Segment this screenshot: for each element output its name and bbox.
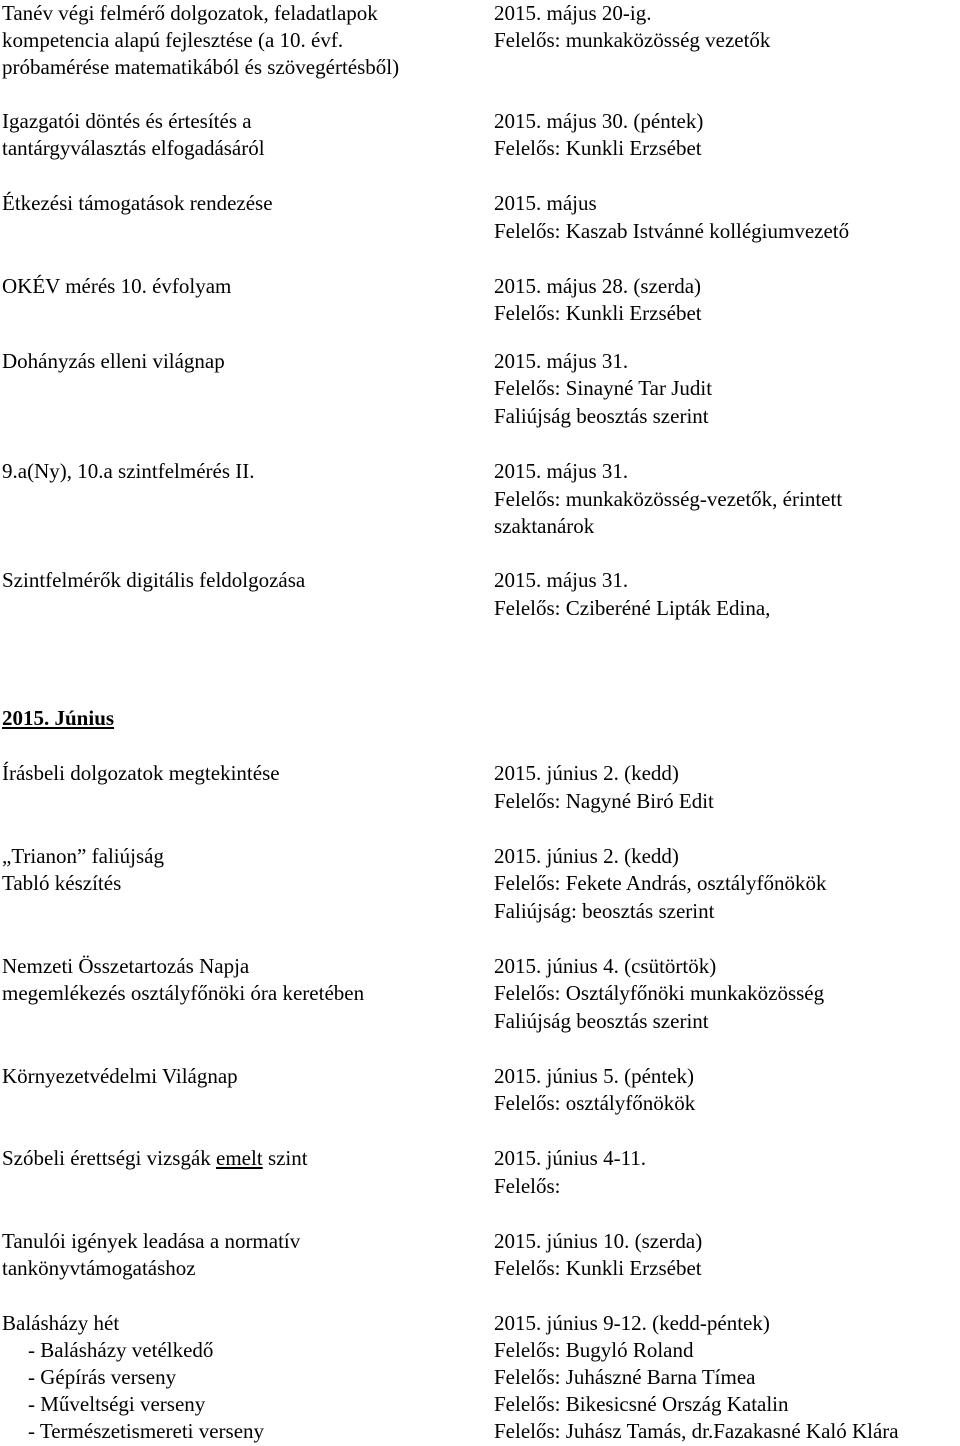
event-responsible: Felelős: Kunkli Erzsébet — [494, 1256, 702, 1280]
sub-event: - Természetismereti verseny — [28, 1419, 265, 1443]
event-text: OKÉV mérés 10. évfolyam — [2, 274, 232, 298]
event-date: 2015. május — [494, 191, 597, 215]
event-text: Tabló készítés — [2, 871, 122, 895]
event-responsible: Felelős: munkaközösség-vezetők, érintett — [494, 487, 843, 511]
event-responsible: Felelős: Nagyné Biró Edit — [494, 789, 714, 813]
event-date: 2015. május 30. (péntek) — [494, 109, 704, 133]
event-date: 2015. június 10. (szerda) — [494, 1229, 703, 1253]
event-responsible: szaktanárok — [494, 514, 595, 538]
event-responsible: Felelős: Kunkli Erzsébet — [494, 301, 702, 325]
event-note: Faliújság: beosztás szerint — [494, 899, 715, 923]
sub-event: - Gépírás verseny — [28, 1365, 177, 1389]
event-responsible: Felelős: Bikesicsné Ország Katalin — [494, 1392, 789, 1416]
event-note: Faliújság beosztás szerint — [494, 404, 709, 428]
event-text: próbamérése matematikából és szövegértésből) — [2, 55, 400, 79]
event-text: megemlékezés osztályfőnöki óra keretében — [2, 981, 365, 1005]
event-text: tantárgyválasztás elfogadásáról — [2, 136, 265, 160]
event-text — [2, 1145, 308, 1173]
event-date: 2015. június 5. (péntek) — [494, 1064, 695, 1088]
event-text: Étkezési támogatások rendezése — [2, 191, 273, 215]
event-text: Igazgatói döntés és értesítés a — [2, 109, 252, 133]
sub-event: - Műveltségi verseny — [28, 1392, 206, 1416]
event-responsible: Felelős: Sinayné Tar Judit — [494, 376, 713, 400]
event-date: 2015. június 2. (kedd) — [494, 761, 679, 785]
event-text: Balásházy hét — [2, 1311, 120, 1335]
event-responsible: Felelős: — [494, 1174, 561, 1198]
event-responsible: Felelős: Kaszab Istvánné kollégiumvezető — [494, 219, 850, 243]
event-date: 2015. június 2. (kedd) — [494, 844, 679, 868]
underlined-word: emelt — [216, 1146, 263, 1170]
event-responsible: Felelős: Osztályfőnöki munkaközösség — [494, 981, 825, 1005]
event-responsible: Felelős: Cziberéné Lipták Edina, — [494, 596, 771, 620]
event-text: „Trianon” faliújság — [2, 844, 164, 868]
event-responsible: Felelős: munkaközösség vezetők — [494, 28, 771, 52]
event-responsible: Felelős: Juhász Tamás, dr.Fazakasné Kaló Klára — [494, 1419, 899, 1443]
event-responsible: Felelős: Fekete András, osztályfőnökök — [494, 871, 827, 895]
event-text: Szintfelmérők digitális feldolgozása — [2, 568, 306, 592]
event-text: Tanév végi felmérő dolgozatok, feladatlapok — [2, 1, 378, 25]
section-heading-june: 2015. Június — [2, 706, 115, 730]
event-date: 2015. június 4. (csütörtök) — [494, 954, 717, 978]
event-text: Tanulói igények leadása a normatív — [2, 1229, 301, 1253]
event-date: 2015. június 4-11. — [494, 1146, 647, 1170]
event-responsible: Felelős: Juhászné Barna Tímea — [494, 1365, 756, 1389]
event-text-part: Szóbeli érettségi vizsgák — [2, 1146, 217, 1170]
event-date: 2015. május 31. — [494, 568, 629, 592]
event-text: Írásbeli dolgozatok megtekintése — [2, 761, 280, 785]
event-date: 2015. május 31. — [494, 349, 629, 373]
event-text: tankönyvtámogatáshoz — [2, 1256, 196, 1280]
event-responsible: Felelős: Kunkli Erzsébet — [494, 136, 702, 160]
sub-event: - Balásházy vetélkedő — [28, 1338, 214, 1362]
event-text: kompetencia alapú fejlesztése (a 10. évf. — [2, 28, 344, 52]
event-date: 2015. június 9-12. (kedd-péntek) — [494, 1311, 770, 1335]
event-date: 2015. május 28. (szerda) — [494, 274, 702, 298]
event-text: 9.a(Ny), 10.a szintfelmérés II. — [2, 459, 255, 483]
event-date: 2015. május 20-ig. — [494, 1, 652, 25]
event-text-part: szint — [262, 1146, 308, 1170]
event-text: Nemzeti Összetartozás Napja — [2, 954, 250, 978]
event-date: 2015. május 31. — [494, 459, 629, 483]
event-responsible: Felelős: osztályfőnökök — [494, 1091, 696, 1115]
event-responsible: Felelős: Bugyló Roland — [494, 1338, 694, 1362]
event-note: Faliújság beosztás szerint — [494, 1009, 709, 1033]
event-text: Környezetvédelmi Világnap — [2, 1064, 238, 1088]
event-text: Dohányzás elleni világnap — [2, 349, 225, 373]
